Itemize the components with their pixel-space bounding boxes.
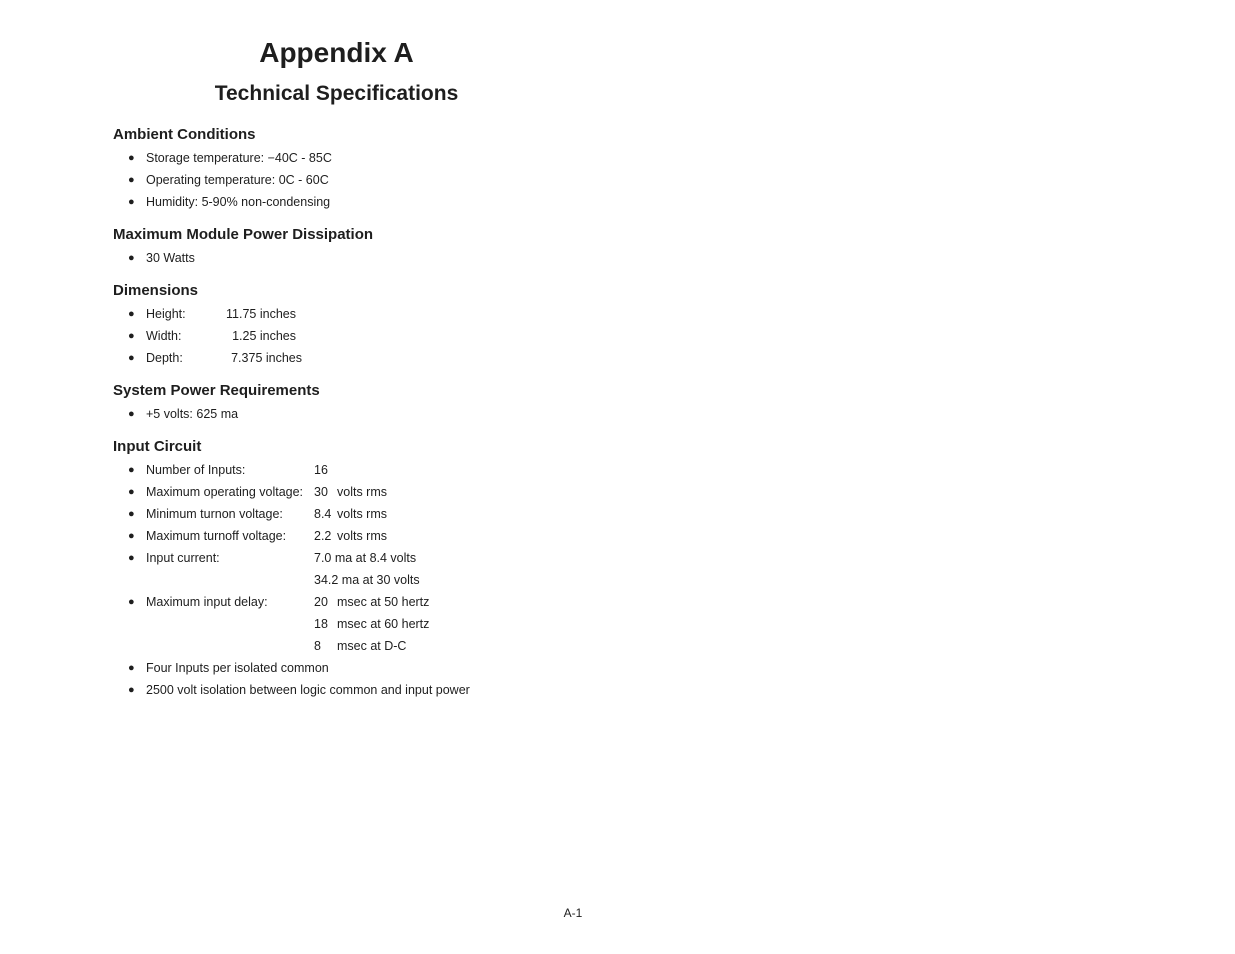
input-circuit-section: [113, 437, 673, 701]
list-item: [113, 325, 673, 347]
dimension-label: Height:: [146, 307, 186, 321]
system-power-section: [113, 381, 673, 425]
dimension-value: 11.75 inches: [226, 307, 296, 321]
item-text: Four Inputs per isolated common: [146, 661, 329, 675]
bullet-icon: ●: [128, 552, 135, 564]
section-heading: Ambient Conditions: [113, 126, 256, 143]
list-item: [113, 247, 673, 269]
spec-value: 8.4: [314, 507, 332, 521]
spec-value: 30: [314, 485, 328, 499]
bullet-icon: ●: [128, 196, 135, 208]
list-item: [113, 403, 673, 425]
power-dissipation-section: [113, 225, 673, 269]
page-title: Appendix A: [259, 37, 414, 68]
list-item: [113, 303, 673, 325]
spec-unit: msec at D-C: [337, 639, 407, 653]
spec-label: Maximum turnoff voltage:: [146, 529, 287, 543]
item-text: Operating temperature: 0C - 60C: [146, 173, 329, 187]
bullet-icon: ●: [128, 252, 135, 264]
list-item: [113, 459, 673, 481]
spec-label: Maximum input delay:: [146, 595, 268, 609]
bullet-icon: ●: [128, 486, 135, 498]
spec-unit: volts rms: [337, 507, 387, 521]
spec-unit: msec at 60 hertz: [337, 617, 430, 631]
list-item: [113, 347, 673, 369]
dimensions-section: [113, 281, 673, 369]
item-text: 30 Watts: [146, 251, 195, 265]
section-heading: Dimensions: [113, 282, 199, 299]
dimension-value: 7.375 inches: [231, 351, 302, 365]
bullet-icon: ●: [128, 174, 135, 186]
item-text: Storage temperature: −40C - 85C: [146, 151, 332, 165]
list-item: [113, 679, 673, 701]
spec-value: 20: [314, 595, 328, 609]
bullet-icon: ●: [128, 330, 135, 342]
list-item-continuation: [113, 635, 673, 657]
spec-unit: volts rms: [337, 529, 387, 543]
item-text: Humidity: 5-90% non-condensing: [146, 195, 331, 209]
spec-value: 8: [314, 639, 321, 653]
spec-unit: volts rms: [337, 485, 387, 499]
bullet-icon: ●: [128, 408, 135, 420]
bullet-icon: ●: [128, 152, 135, 164]
spec-label: Input current:: [146, 551, 220, 565]
list-item: [113, 591, 673, 613]
bullet-icon: ●: [128, 684, 135, 696]
bullet-icon: ●: [128, 308, 135, 320]
bullet-icon: ●: [128, 464, 135, 476]
item-text: 2500 volt isolation between logic common and input power: [146, 683, 470, 697]
spec-value: 2.2: [314, 529, 332, 543]
spec-label: Number of Inputs:: [146, 463, 246, 477]
item-text: +5 volts: 625 ma: [146, 407, 239, 421]
ambient-conditions-section: [113, 125, 673, 213]
spec-value: 18: [314, 617, 328, 631]
bullet-icon: ●: [128, 662, 135, 674]
spec-value: 7.0 ma at 8.4 volts: [314, 551, 417, 565]
spec-content: [113, 125, 673, 713]
list-item: [113, 191, 673, 213]
spec-label: Minimum turnon voltage:: [146, 507, 283, 521]
spec-label: Maximum operating voltage:: [146, 485, 304, 499]
dimension-label: Depth:: [146, 351, 183, 365]
list-item: [113, 525, 673, 547]
bullet-icon: ●: [128, 530, 135, 542]
bullet-icon: ●: [128, 596, 135, 608]
dimension-label: Width:: [146, 329, 182, 343]
list-item: [113, 481, 673, 503]
spec-value: 16: [314, 463, 328, 477]
list-item: [113, 169, 673, 191]
page-subtitle: Technical Specifications: [214, 82, 459, 105]
bullet-icon: ●: [128, 352, 135, 364]
dimension-value: 1.25 inches: [232, 329, 296, 343]
section-heading: Maximum Module Power Dissipation: [113, 226, 374, 243]
spec-unit: msec at 50 hertz: [337, 595, 430, 609]
list-item: [113, 147, 673, 169]
list-item: [113, 547, 673, 569]
section-heading: System Power Requirements: [113, 382, 320, 399]
list-item: [113, 657, 673, 679]
section-heading: Input Circuit: [113, 438, 202, 455]
list-item-continuation: [113, 569, 673, 591]
bullet-icon: ●: [128, 508, 135, 520]
page-number: A-1: [563, 906, 583, 920]
list-item: [113, 503, 673, 525]
list-item-continuation: [113, 613, 673, 635]
spec-value: 34.2 ma at 30 volts: [314, 573, 420, 587]
